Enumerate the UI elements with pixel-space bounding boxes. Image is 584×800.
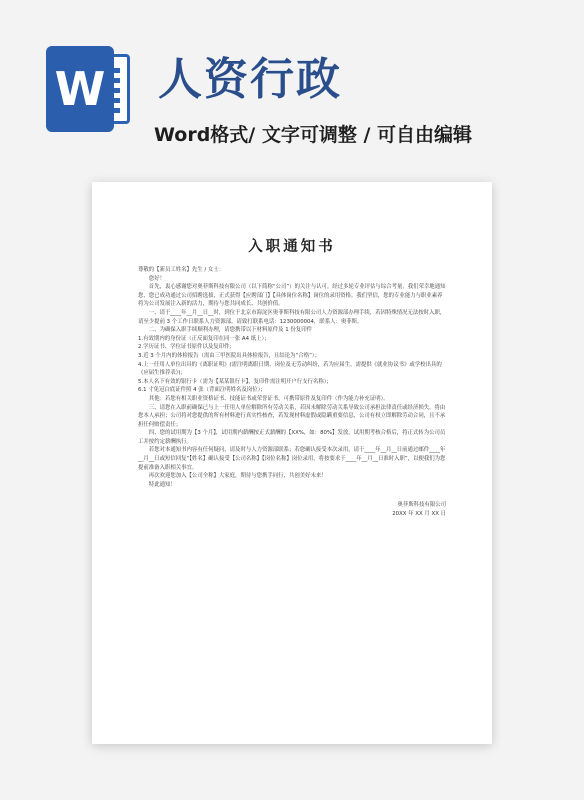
banner	[0, 0, 584, 180]
closing: 特此通知！	[148, 481, 176, 488]
document-title: 入职通知书	[248, 239, 336, 255]
signature-date: 20XX 年 XX 月 XX 日	[392, 511, 446, 518]
paragraph-probation: 四、您的试用期为【3 个月】，试用期内薪酬按正式薪酬的【XX%，如：80%】发放，试用期考核合格后，将正式转为公司员工并按约定薪酬执行。	[138, 430, 446, 445]
document-page	[92, 182, 492, 744]
greeting: 您好！	[148, 275, 165, 282]
word-icon	[46, 46, 132, 132]
paragraph-confirmation: 若您对本通知书内容有任何疑问，请及时与人力资源部联系；若您确认接受本次录用，请于____年__月__日前通过邮件____年__月__日或短信回复“【姓名】确认接受【公司名称】【岗位名称】岗位录用，将按要求于____年__月__日准时入职”，以便我们为您提前准备入职相关事宜。	[138, 447, 446, 471]
paragraph-materials-heading: 二、为确保入职手续顺利办理，请您携带以下材料原件及 1 份复印件	[148, 327, 312, 334]
paragraph-other-certificates: 其他：若您有相关职业资格证书、技能证书或荣誉证书，可携带原件及复印件（作为能力补充证明）。	[148, 395, 389, 402]
list-item: 1.有效期内的身份证（正反面复印在同一张 A4 纸上）；	[138, 335, 270, 342]
banner-title: 人资行政	[158, 54, 342, 105]
banner-subtitle: Word格式/ 文字可调整 / 可自由编辑	[154, 124, 473, 146]
list-item: 6.1 寸免冠白底证件照 4 张（背面注明姓名及岗位）；	[138, 387, 266, 394]
paragraph-welcome: 再次欢迎您加入【公司全称】大家庭，期待与您携手同行，共创美好未来！	[148, 473, 327, 480]
list-item: 3.近 3 个月内的体检报告（需由三甲医院出具体检报告，且结论为“合格”）；	[138, 352, 320, 359]
salutation: 尊敬的【新员工姓名】先生 / 女士：	[138, 267, 225, 273]
paragraph-labor-relations: 三、请您在入职前确保已与上一任用人单位解除所有劳动关系，若因未解除劳动关系导致公司承担法律责任或经济损失，将由您本人承担；公司将对您提供的所有材料进行真实性核查，若发现材料虚假或隐瞒重要信息，公司有权立即解除劳动合同，且不承担任何赔偿责任；	[138, 404, 446, 428]
list-item: 2.学历证书、学位证书原件以及复印件；	[138, 344, 235, 351]
word-logo-letter: W	[46, 46, 114, 132]
document-body	[138, 266, 446, 519]
paragraph-intro: 首先，衷心感谢您对奥菲斯科技有限公司（以下简称“公司”）的关注与认可。经过多轮专业评估与综合考量，我们荣幸地通知您，您已成功通过公司招聘选拔，正式获得【应聘部门】【具体岗位名称】岗位的录用资格。我们坚信，您的专业能力与职业素养将为公司发展注入新的活力，期待与您共同成长、共创价值。	[138, 284, 446, 308]
signature-company: 奥菲斯科技有限公司	[397, 502, 446, 509]
list-item: 5.本人名下有效的银行卡（需为【某某银行卡】，复印件需注明开户行支行名称）；	[138, 378, 332, 385]
paragraph-onboarding-date: 一、请于____年__月__日__时，到位于北京市海淀区奥菲斯科技有限公司人力资源部办理手续，若因特殊情况无法按时入职，请至少提前 3 个工作日联系人力资源部，请致打联系电话：1230000004，联系人：奥菲斯。	[138, 309, 446, 325]
list-item: 4.上一任用人单位出具的《离职证明》(需注明离职日期、岗位及无劳动纠纷，若为应届生，需提供《就业协议书》或学校出具的《应届生推荐表》)；	[138, 361, 442, 377]
